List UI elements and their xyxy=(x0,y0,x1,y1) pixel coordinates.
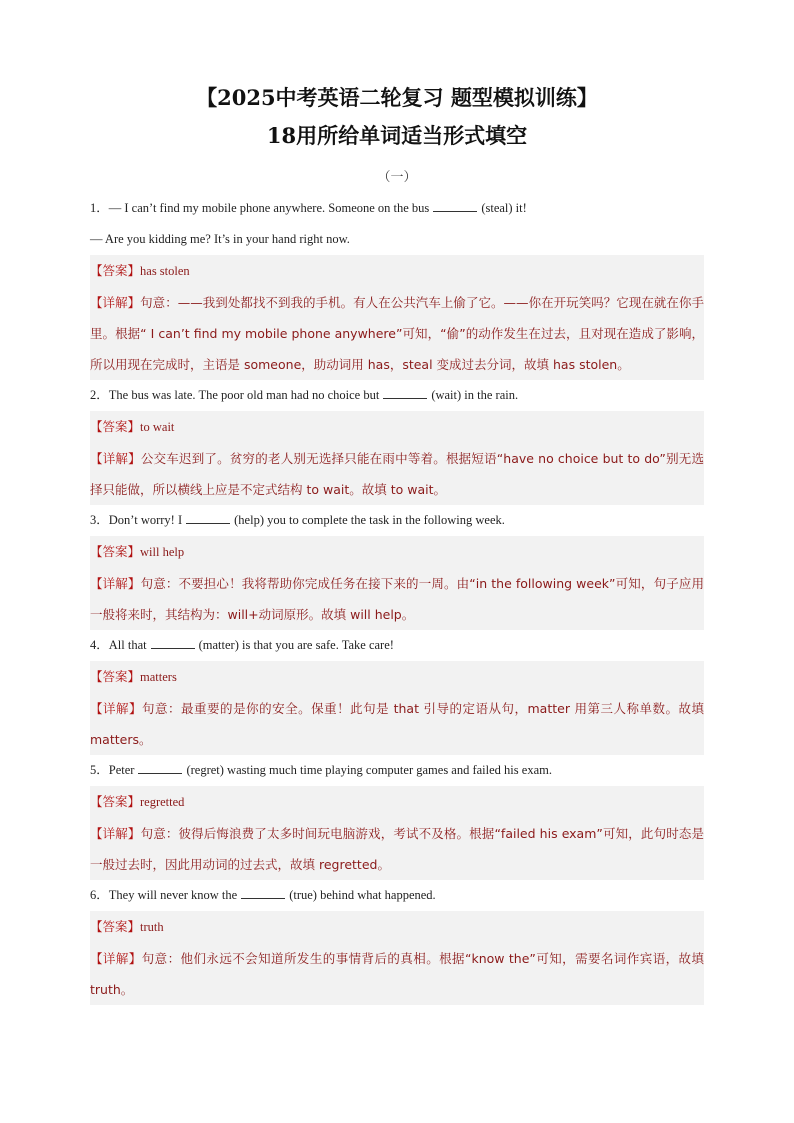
detail-label: 【详解】 xyxy=(90,576,141,591)
answer-box xyxy=(90,255,704,380)
page-title-line2: 18用所给单词适当形式填空 xyxy=(266,123,528,148)
answer-blank xyxy=(241,884,285,899)
detail-label: 【详解】 xyxy=(90,451,141,466)
detail-text: 公交车迟到了。贫穷的老人别无选择只能在雨中等着。根据短语“have no choice but to do”别无选择只能做，所以横线上应是不定式结构 to wait。故填 to wait。 xyxy=(90,451,704,497)
answer-blank xyxy=(151,634,195,649)
answer-line xyxy=(90,536,704,568)
question-text-after: (wait) in the rain. xyxy=(431,388,519,402)
question-stem-line2: — Are you kidding me? It’s in your hand right now. xyxy=(90,232,350,246)
detail-label: 【详解】 xyxy=(90,826,141,841)
answer-line xyxy=(90,911,704,943)
question-text-before: — I can’t find my mobile phone anywhere. Someone on the bus xyxy=(108,201,430,215)
question-number: 6． xyxy=(90,888,109,902)
question-item xyxy=(90,630,704,755)
answer-value: has stolen xyxy=(140,264,190,278)
answer-line xyxy=(90,786,704,818)
answer-label: 【答案】 xyxy=(90,419,141,434)
answer-value: to wait xyxy=(140,420,175,434)
section-number: （一） xyxy=(377,170,417,185)
answer-box xyxy=(90,661,704,755)
question-text-after: (matter) is that you are safe. Take care! xyxy=(198,638,394,652)
detail-text: 句意：不要担心！我将帮助你完成任务在接下来的一周。由“in the following week”可知，句子应用一般将来时，其结构为：will+动词原形。故填 will help。 xyxy=(90,576,704,622)
answer-value: regretted xyxy=(140,795,185,809)
detail-text: 句意：——我到处都找不到我的手机。有人在公共汽车上偷了它。——你在开玩笑吗？它现在就在你手里。根据“ I can’t find my mobile phone anywhere”可知，“偷”的动作发生在过去，且对现在造成了影响，所以用现在完成时，主语是 someone，助动词用 has，steal 变成过去分词，故填 has stolen。 xyxy=(90,295,704,372)
question-item xyxy=(90,755,704,880)
question-stem xyxy=(90,505,704,536)
question-stem xyxy=(90,193,704,224)
answer-blank xyxy=(383,384,427,399)
question-number: 2． xyxy=(90,388,109,402)
answer-value: will help xyxy=(140,545,185,559)
detail-label: 【详解】 xyxy=(90,951,142,966)
question-stem xyxy=(90,630,704,661)
question-text-before: All that xyxy=(108,638,147,652)
question-text-before: They will never know the xyxy=(108,888,238,902)
question-item xyxy=(90,880,704,1005)
detail-line xyxy=(90,443,704,505)
answer-label: 【答案】 xyxy=(90,794,141,809)
detail-line xyxy=(90,693,704,755)
answer-line xyxy=(90,661,704,693)
question-text-after: (steal) it! xyxy=(481,201,527,215)
answer-value: truth xyxy=(140,920,164,934)
answer-value: matters xyxy=(140,670,177,684)
answer-blank xyxy=(138,759,182,774)
detail-line xyxy=(90,943,704,1005)
detail-text: 句意：最重要的是你的安全。保重！此句是 that 引导的定语从句，matter 用第三人称单数。故填 matters。 xyxy=(90,701,704,747)
answer-label: 【答案】 xyxy=(90,669,141,684)
answer-blank xyxy=(186,509,230,524)
detail-line xyxy=(90,287,704,380)
question-text-after: (true) behind what happened. xyxy=(289,888,436,902)
detail-label: 【详解】 xyxy=(90,701,143,716)
question-text-before: Peter xyxy=(108,763,135,777)
question-text-before: Don’t worry! I xyxy=(108,513,183,527)
question-list xyxy=(90,193,704,1005)
question-item xyxy=(90,193,704,380)
answer-line xyxy=(90,255,704,287)
answer-label: 【答案】 xyxy=(90,919,141,934)
page-title-line1: 【2025中考英语二轮复习 题型模拟训练】 xyxy=(196,85,598,110)
question-text-after: (regret) wasting much time playing computer games and failed his exam. xyxy=(186,763,552,777)
detail-text: 句意：他们永远不会知道所发生的事情背后的真相。根据“know the”可知，需要名词作宾语，故填 truth。 xyxy=(90,951,704,997)
question-stem xyxy=(90,880,704,911)
detail-line xyxy=(90,818,704,880)
answer-line xyxy=(90,411,704,443)
question-number: 3． xyxy=(90,513,109,527)
question-number: 1． xyxy=(90,201,109,215)
detail-line xyxy=(90,568,704,630)
answer-box xyxy=(90,411,704,505)
answer-label: 【答案】 xyxy=(90,263,141,278)
answer-box xyxy=(90,536,704,630)
detail-text: 句意：彼得后悔浪费了太多时间玩电脑游戏，考试不及格。根据“failed his exam”可知，此句时态是一般过去时，因此用动词的过去式，故填 regretted。 xyxy=(90,826,704,872)
document-page xyxy=(90,82,704,1005)
question-item xyxy=(90,505,704,630)
answer-box xyxy=(90,786,704,880)
question-stem xyxy=(90,380,704,411)
question-number: 5． xyxy=(90,763,109,777)
question-text-after: (help) you to complete the task in the following week. xyxy=(234,513,505,527)
question-number: 4． xyxy=(90,638,109,652)
question-item xyxy=(90,380,704,505)
answer-label: 【答案】 xyxy=(90,544,141,559)
detail-label: 【详解】 xyxy=(90,295,141,310)
answer-box xyxy=(90,911,704,1005)
question-stem xyxy=(90,755,704,786)
answer-blank xyxy=(433,197,477,212)
question-text-before: The bus was late. The poor old man had no choice but xyxy=(108,388,380,402)
